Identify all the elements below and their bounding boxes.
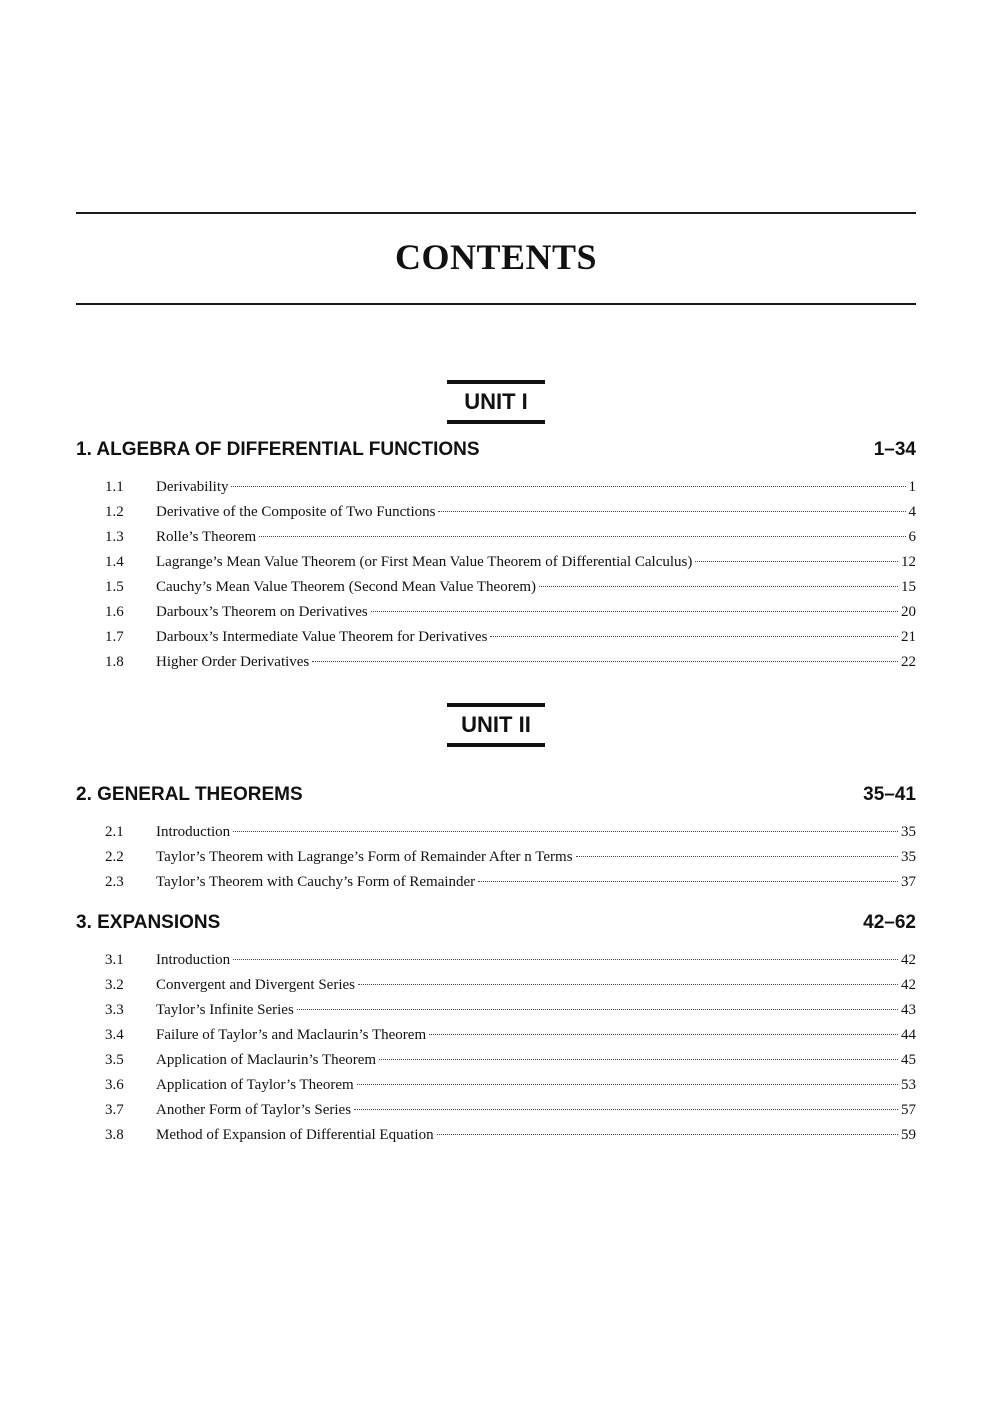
toc-entry[interactable] [76, 575, 916, 600]
entry-page-number: 43 [901, 1002, 916, 1018]
entry-page-number: 15 [901, 579, 916, 595]
chapter-2 [76, 782, 916, 895]
entry-number: 1.8 [105, 654, 124, 670]
entry-title: Lagrange’s Mean Value Theorem (or First Mean Value Theorem of Differential Calculus) [156, 554, 693, 570]
entry-title: Method of Expansion of Differential Equation [156, 1127, 434, 1143]
entry-title: Failure of Taylor’s and Maclaurin’s Theorem [156, 1027, 427, 1043]
entry-number: 3.6 [105, 1077, 124, 1093]
toc-entry[interactable] [76, 625, 916, 650]
entry-page-number: 53 [901, 1077, 916, 1093]
entry-page-number: 42 [901, 952, 916, 968]
entry-title: Introduction [156, 952, 231, 968]
page-title: CONTENTS [394, 237, 598, 277]
dot-leader [695, 561, 898, 562]
toc-entry[interactable] [76, 525, 916, 550]
chapter-title: 3. EXPANSIONS [76, 912, 221, 933]
dot-leader [357, 1084, 898, 1085]
entry-title: Application of Maclaurin’s Theorem [156, 1052, 377, 1068]
chapter-page-range: 42–62 [863, 912, 916, 933]
toc-entry[interactable] [76, 1098, 916, 1123]
entry-page-number: 42 [901, 977, 916, 993]
entry-page-number: 45 [901, 1052, 916, 1068]
dot-leader [297, 1009, 898, 1010]
entry-number: 2.2 [105, 849, 124, 865]
dot-leader [576, 856, 898, 857]
entry-list [76, 820, 916, 895]
entry-page-number: 44 [901, 1027, 916, 1043]
entry-title: Derivability [156, 479, 229, 495]
toc-entry[interactable] [76, 500, 916, 525]
entry-list [76, 948, 916, 1148]
chapter-heading[interactable] [76, 910, 916, 936]
entry-number: 1.6 [105, 604, 124, 620]
toc-entry[interactable] [76, 600, 916, 625]
chapter-1 [76, 437, 916, 675]
entry-number: 1.1 [105, 479, 124, 495]
entry-title: Cauchy’s Mean Value Theorem (Second Mean Value Theorem) [156, 579, 537, 595]
toc-entry[interactable] [76, 550, 916, 575]
entry-title: Introduction [156, 824, 231, 840]
title-top-rule [76, 212, 916, 214]
toc-entry[interactable] [76, 1123, 916, 1148]
dot-leader [233, 831, 898, 832]
dot-leader [231, 486, 905, 487]
toc-entry[interactable] [76, 1073, 916, 1098]
toc-entry[interactable] [76, 820, 916, 845]
toc-entry[interactable] [76, 1048, 916, 1073]
dot-leader [539, 586, 898, 587]
entry-title: Another Form of Taylor’s Series [156, 1102, 352, 1118]
chapter-title: 1. ALGEBRA OF DIFFERENTIAL FUNCTIONS [76, 439, 480, 460]
entry-page-number: 35 [901, 849, 916, 865]
entry-page-number: 35 [901, 824, 916, 840]
entry-page-number: 6 [908, 529, 916, 545]
chapter-heading[interactable] [76, 782, 916, 808]
entry-title: Rolle’s Theorem [156, 529, 257, 545]
toc-entry[interactable] [76, 845, 916, 870]
toc-entry[interactable] [76, 870, 916, 895]
entry-list [76, 475, 916, 675]
entry-number: 2.1 [105, 824, 124, 840]
chapter-page-range: 1–34 [873, 439, 916, 460]
toc-entry[interactable] [76, 1023, 916, 1048]
dot-leader [429, 1034, 898, 1035]
dot-leader [379, 1059, 898, 1060]
toc-entry[interactable] [76, 973, 916, 998]
dot-leader [354, 1109, 898, 1110]
entry-number: 3.3 [105, 1002, 124, 1018]
dot-leader [490, 636, 898, 637]
toc-entry[interactable] [76, 650, 916, 675]
entry-number: 1.3 [105, 529, 124, 545]
entry-number: 1.2 [105, 504, 124, 520]
entry-number: 3.1 [105, 952, 124, 968]
dot-leader [233, 959, 898, 960]
unit-heading-1: UNIT I [447, 380, 545, 424]
dot-leader [371, 611, 898, 612]
entry-page-number: 22 [901, 654, 916, 670]
entry-title: Darboux’s Intermediate Value Theorem for Derivatives [156, 629, 488, 645]
entry-title: Application of Taylor’s Theorem [156, 1077, 354, 1093]
entry-number: 3.7 [105, 1102, 124, 1118]
chapter-3 [76, 910, 916, 1148]
entry-number: 1.4 [105, 554, 124, 570]
entry-page-number: 4 [908, 504, 916, 520]
entry-page-number: 12 [901, 554, 916, 570]
entry-number: 3.4 [105, 1027, 124, 1043]
entry-page-number: 21 [901, 629, 916, 645]
dot-leader [259, 536, 905, 537]
entry-number: 1.5 [105, 579, 124, 595]
entry-number: 3.8 [105, 1127, 124, 1143]
chapter-title: 2. GENERAL THEOREMS [76, 784, 303, 805]
unit-heading-2: UNIT II [447, 703, 545, 747]
entry-title: Taylor’s Theorem with Lagrange’s Form of Remainder After n Terms [156, 849, 573, 865]
entry-page-number: 59 [901, 1127, 916, 1143]
dot-leader [478, 881, 898, 882]
dot-leader [358, 984, 898, 985]
dot-leader [312, 661, 898, 662]
entry-page-number: 57 [901, 1102, 916, 1118]
entry-number: 1.7 [105, 629, 124, 645]
entry-page-number: 1 [908, 479, 916, 495]
entry-title: Taylor’s Theorem with Cauchy’s Form of Remainder [156, 874, 476, 890]
toc-entry[interactable] [76, 475, 916, 500]
chapter-page-range: 35–41 [863, 784, 916, 805]
entry-number: 3.5 [105, 1052, 124, 1068]
dot-leader [437, 1134, 898, 1135]
entry-number: 2.3 [105, 874, 124, 890]
entry-number: 3.2 [105, 977, 124, 993]
dot-leader [438, 511, 905, 512]
chapter-heading[interactable] [76, 437, 916, 463]
entry-title: Darboux’s Theorem on Derivatives [156, 604, 368, 620]
entry-title: Taylor’s Infinite Series [156, 1002, 294, 1018]
toc-entry[interactable] [76, 948, 916, 973]
entry-title: Derivative of the Composite of Two Functions [156, 504, 436, 520]
toc-entry[interactable] [76, 998, 916, 1023]
entry-page-number: 20 [901, 604, 916, 620]
entry-page-number: 37 [901, 874, 916, 890]
entry-title: Higher Order Derivatives [156, 654, 310, 670]
entry-title: Convergent and Divergent Series [156, 977, 355, 993]
title-bottom-rule [76, 303, 916, 305]
